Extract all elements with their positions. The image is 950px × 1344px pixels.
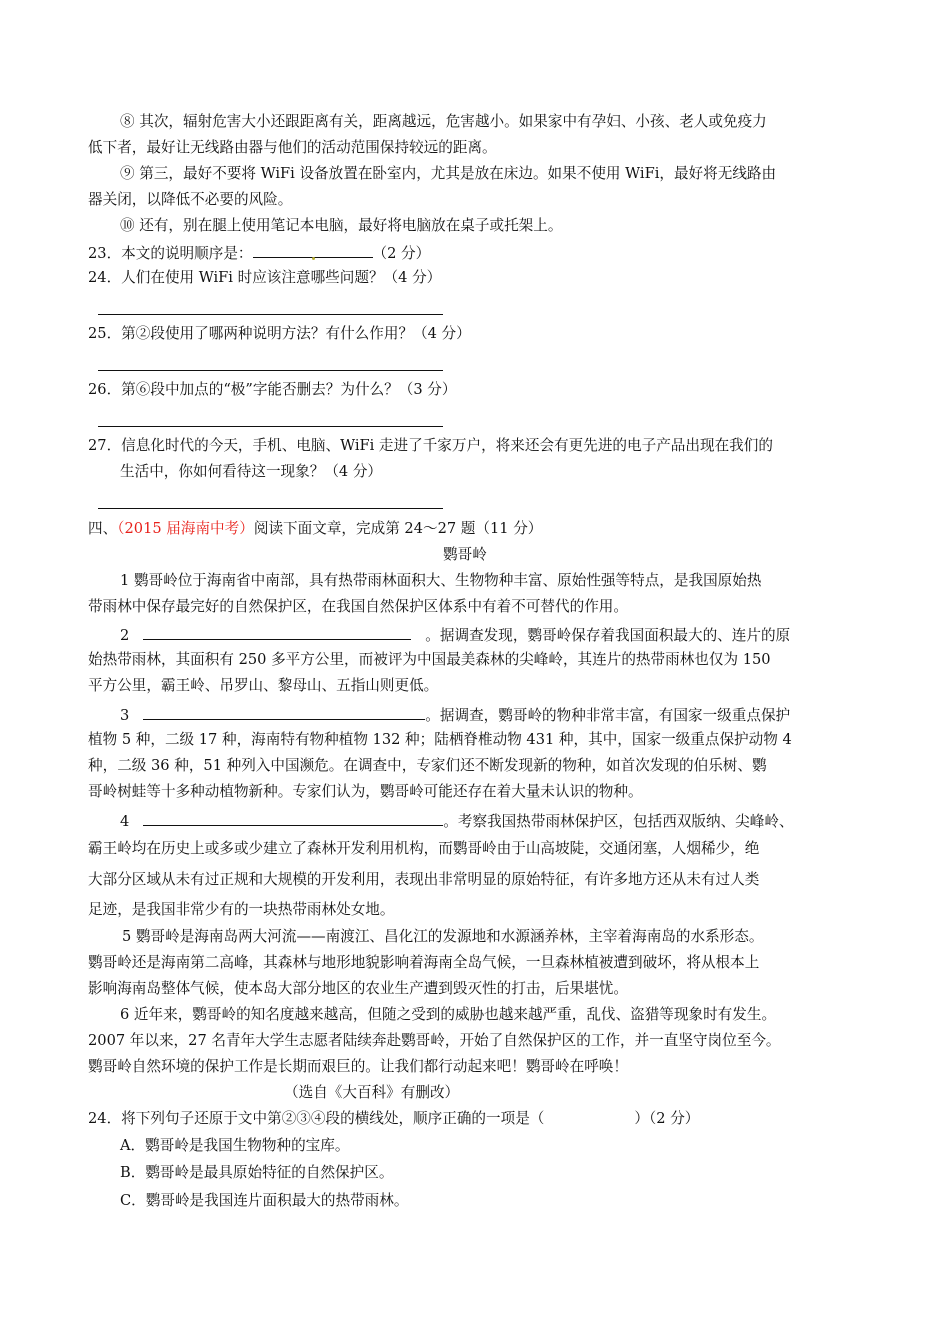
article-para-2-line-2: 始热带雨林，其面积有 250 多平方公里，而被评为中国最美森林的尖峰岭，其连片的热带雨林也仅为 150: [88, 651, 771, 668]
article-para-2-line-3: 平方公里，霸王岭、吊罗山、黎母山、五指山则更低。: [88, 677, 439, 694]
para-9-line-1: ⑨ 第三，最好不要将 WiFi 设备放置在卧室内，尤其是放在床边。如果不使用 WiFi，最好将无线路由: [120, 165, 777, 182]
article-title: 鹦哥岭: [443, 546, 487, 563]
article-para-4-line-2: 霸王岭均在历史上或多或少建立了森林开发利用机构，而鹦哥岭由于山高坡陡，交通闭塞，人烟稀少，绝: [88, 840, 760, 857]
para-8-line-2: 低下者，最好让无线路由器与他们的活动范围保持较远的距离。: [88, 139, 497, 156]
article-para-3-line-4: 哥岭树蛙等十多种动植物新种。专家们认为，鹦哥岭可能还存在着大量未认识的物种。: [88, 783, 643, 800]
article-para-1-line-1: 1 鹦哥岭位于海南省中南部，具有热带雨林面积大、生物物种丰富、原始性强等特点，是我国原始热: [120, 572, 762, 589]
article-para-3-line-3: 种，二级 36 种，51 种列入中国濒危。在调查中，专家们还不断发现新的物种，如首次发现的伯乐树、鹦: [88, 757, 767, 774]
answer-line-24[interactable]: [98, 314, 443, 315]
article-para-2-number: 2: [120, 627, 130, 644]
article-para-5-line-3: 影响海南岛整体气候，使本岛大部分地区的农业生产遭到毁灭性的打击，后果堪忧。: [88, 980, 628, 997]
article-para-6-line-3: 鹦哥岭自然环境的保护工作是长期而艰巨的。让我们都行动起来吧！鹦哥岭在呼唤！: [88, 1058, 628, 1075]
article-para-4-text: 。考察我国热带雨林保护区，包括西双版纳、尖峰岭、: [443, 813, 794, 830]
question-24-choice-points: ）（2 分）: [634, 1110, 700, 1127]
article-para-2-line-1: [120, 624, 790, 646]
section-4-heading: [88, 519, 542, 539]
article-para-4-line-3: 大部分区域从未有过正规和大规模的开发利用，表现出非常明显的原始特征，有许多地方还从未有过人类: [88, 871, 760, 888]
article-para-4-number: 4: [120, 813, 130, 830]
question-23-points: （2 分）: [372, 245, 431, 262]
section-4-number: 四、: [88, 520, 118, 537]
question-23-answer-blank[interactable]: [253, 242, 373, 258]
exam-source-citation: （2015 届海南中考）: [117, 520, 254, 537]
answer-line-27[interactable]: [98, 508, 443, 509]
option-a: A．鹦哥岭是我国生物物种的宝库。: [120, 1137, 350, 1154]
article-para-2-text: 。据调查发现，鹦哥岭保存着我国面积最大的、连片的原: [425, 627, 791, 644]
article-para-6-line-2: 2007 年以来，27 名青年大学生志愿者陆续奔赴鹦哥岭，开始了自然保护区的工作，并一直坚守岗位至今。: [88, 1032, 781, 1049]
question-27-line-2: 生活中，你如何看待这一现象？（4 分）: [120, 463, 383, 480]
para-8-line-1: ⑧ 其次，辐射危害大小还跟距离有关，距离越远，危害越小。如果家中有孕妇、小孩、老人或免疫力: [120, 113, 767, 130]
article-para-3-number: 3: [120, 707, 130, 724]
answer-line-26[interactable]: [98, 426, 443, 427]
question-23-text: 23．本文的说明顺序是：: [88, 245, 253, 262]
article-para-3-line-1: [120, 704, 790, 726]
question-25: 25．第②段使用了哪两种说明方法？有什么作用？（4 分）: [88, 325, 471, 342]
para-2-fill-blank[interactable]: [143, 624, 411, 640]
article-source: （选自《大百科》有删改）: [284, 1084, 460, 1101]
question-26: 26．第⑥段中加点的“极”字能否删去？为什么？（3 分）: [88, 381, 457, 398]
article-para-5-line-1: 5 鹦哥岭是海南岛两大河流——南渡江、昌化江的发源地和水源涵养林，主宰着海南岛的水系形态。: [122, 928, 764, 945]
para-4-fill-blank[interactable]: [143, 810, 443, 826]
option-c: C．鹦哥岭是我国连片面积最大的热带雨林。: [120, 1192, 409, 1209]
para-3-fill-blank[interactable]: [143, 704, 425, 720]
option-b: B．鹦哥岭是最具原始特征的自然保护区。: [120, 1164, 394, 1181]
para-9-line-2: 器关闭，以降低不必要的风险。: [88, 191, 293, 208]
article-para-4-line-1: [120, 810, 794, 832]
article-para-1-line-2: 带雨林中保存最完好的自然保护区，在我国自然保护区体系中有着不可替代的作用。: [88, 598, 628, 615]
article-para-3-text: 。据调查，鹦哥岭的物种非常丰富，有国家一级重点保护: [425, 707, 791, 724]
article-para-5-line-2: 鹦哥岭还是海南第二高峰，其森林与地形地貌影响着海南全岛气候，一旦森林植被遭到破坏，将从根本上: [88, 954, 760, 971]
para-10: ⑩ 还有，别在腿上使用笔记本电脑，最好将电脑放在桌子或托架上。: [120, 217, 563, 234]
question-24-choice: [88, 1109, 699, 1129]
section-4-instruction: 阅读下面文章，完成第 24～27 题（11 分）: [253, 520, 543, 537]
article-para-4-line-4: 足迹，是我国非常少有的一块热带雨林处女地。: [88, 901, 395, 918]
article-para-3-line-2: 植物 5 种，二级 17 种，海南特有物种植物 132 种；陆栖脊椎动物 431 种，其中，国家一级重点保护动物 4: [88, 731, 792, 748]
article-para-6-line-1: 6 近年来，鹦哥岭的知名度越来越高，但随之受到的威胁也越来越严重，乱伐、盗猎等现象时有发生。: [120, 1006, 777, 1023]
question-24-choice-text: 24．将下列句子还原于文中第②③④段的横线处，顺序正确的一项是（: [88, 1110, 545, 1127]
answer-line-25[interactable]: [98, 370, 443, 371]
question-24: 24．人们在使用 WiFi 时应该注意哪些问题？（4 分）: [88, 269, 442, 286]
question-23: [88, 242, 430, 264]
question-27-line-1: 27．信息化时代的今天，手机、电脑、WiFi 走进了千家万户，将来还会有更先进的电子产品出现在我们的: [88, 437, 773, 454]
